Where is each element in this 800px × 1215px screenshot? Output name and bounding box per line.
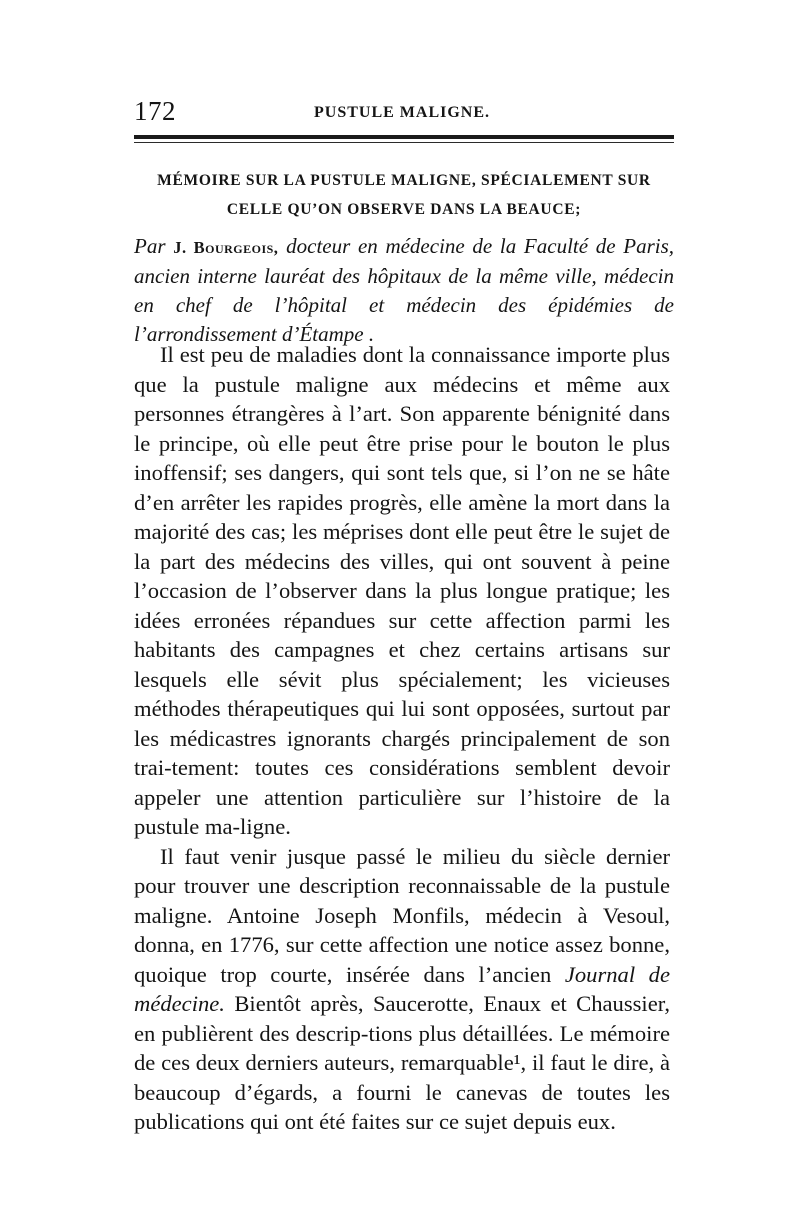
byline-prefix: Par — [134, 234, 174, 258]
byline — [134, 232, 674, 349]
article-title — [134, 166, 674, 224]
running-head: PUSTULE MALIGNE. — [314, 104, 491, 121]
article-title-line-2: CELLE QU’ON OBSERVE DANS LA BEAUCE; — [226, 201, 582, 218]
page-header — [134, 96, 674, 130]
header-rule-thin — [134, 142, 674, 143]
article-title-line-1: MÉMOIRE SUR LA PUSTULE MALIGNE, SPÉCIALEMENT SUR — [157, 172, 651, 189]
paragraph-2 — [134, 842, 670, 1137]
paragraph-2-text-a: Il faut venir jusque passé le milieu du siècle dernier pour trouver une description reconnaissable de la pustule maligne. Antoine Joseph Monfils, médecin à Vesoul, donna, en 1776, sur cette affection une notice assez bonne, quoique trop courte, insérée dans l’ancien — [134, 843, 670, 987]
page-number: 172 — [134, 96, 176, 126]
body-text — [134, 340, 670, 1137]
paragraph-2-text-b: Bientôt après, Saucerotte, Enaux et Chaussier, en publièrent des descrip-tions plus détaillées. Le mémoire de ces deux derniers auteurs, remarquable¹, il faut le dire, à beaucoup d’égards, a fourni le canevas de toutes les publications qui ont été faites sur ce sujet depuis eux. — [134, 991, 670, 1134]
header-rule-thick — [134, 135, 674, 139]
byline-affiliation: docteur en médecine de la Faculté de Paris, ancien interne lauréat des hôpitaux de la même ville, médecin en chef de l’hôpital et médecin des épidémies de l’arrondissement d’Étampe . — [134, 234, 675, 346]
byline-author: J. Bourgeois, — [173, 238, 279, 257]
journal-title: Journal de médecine. — [134, 961, 671, 1016]
paragraph-1: Il est peu de maladies dont la connaissance importe plus que la pustule maligne aux médecins et même aux personnes étrangères à l’art. Son apparente bénignité dans le principe, où elle peut être prise pour le bouton le plus inoffensif; ses dangers, qui sont tels que, si l’on ne se hâte d’en arrêter les rapides progrès, elle amène la mort dans la majorité des cas; les méprises dont elle peut être le sujet de la part des médecins des villes, qui ont souvent à peine l’occasion de l’observer dans la plus longue pratique; les idées erronées répandues sur cette affection parmi les habitants des campagnes et chez certains artisans sur lesquels elle sévit plus spécialement; les vicieuses méthodes thérapeutiques qui lui sont opposées, surtout par les médicastres ignorants chargés principalement de son trai-tement: toutes ces considérations semblent devoir appeler une attention particulière sur l’histoire de la pustule ma-ligne. — [134, 342, 670, 839]
